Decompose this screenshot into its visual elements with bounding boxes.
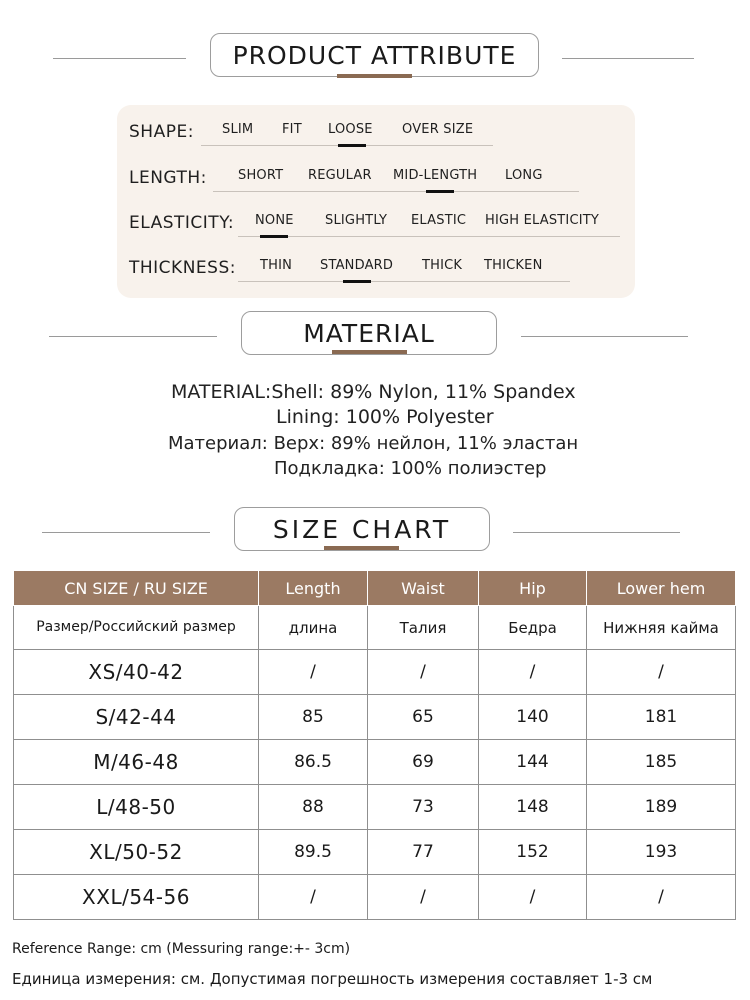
- section-title: MATERIAL: [241, 311, 497, 355]
- size-chart-table: [13, 570, 736, 920]
- hip-cell: 148: [479, 785, 587, 830]
- section-title: SIZE CHART: [234, 507, 490, 551]
- attr-row-thickness: [117, 253, 635, 293]
- attr-row-length: [117, 163, 635, 203]
- column-header: Waist: [368, 571, 479, 606]
- attr-option-selected: NONE: [255, 213, 294, 228]
- hem-cell: 185: [587, 740, 736, 785]
- column-header: Lower hem: [587, 571, 736, 606]
- reference-note-ru: Единица измерения: см. Допустимая погрешность измерения составляет 1-3 см: [12, 970, 653, 988]
- attribute-card: [117, 105, 635, 298]
- attr-option: FIT: [282, 122, 302, 137]
- title-underline: [324, 546, 399, 550]
- attr-option: THICKEN: [484, 258, 543, 273]
- column-header: CN SIZE / RU SIZE: [14, 571, 259, 606]
- length-cell: /: [259, 875, 368, 920]
- attr-option-selected: LOOSE: [328, 122, 373, 137]
- table-row: [14, 695, 736, 740]
- attr-option: OVER SIZE: [402, 122, 474, 137]
- selected-marker: [260, 235, 288, 238]
- ru-header-cell: длина: [259, 606, 368, 650]
- size-cell: XS/40-42: [14, 650, 259, 695]
- attr-option: ELASTIC: [411, 213, 467, 228]
- waist-cell: 77: [368, 830, 479, 875]
- attr-row-elasticity: [117, 208, 635, 248]
- attr-label: LENGTH:: [129, 168, 207, 188]
- size-cell: XL/50-52: [14, 830, 259, 875]
- divider-left: [49, 336, 217, 337]
- ru-header-cell: Бедра: [479, 606, 587, 650]
- section-title: PRODUCT ATTRIBUTE: [210, 33, 539, 77]
- attr-option-selected: MID-LENGTH: [393, 168, 478, 183]
- hip-cell: 144: [479, 740, 587, 785]
- length-cell: 88: [259, 785, 368, 830]
- size-cell: M/46-48: [14, 740, 259, 785]
- length-cell: 89.5: [259, 830, 368, 875]
- attr-option: LONG: [505, 168, 543, 183]
- divider-right: [562, 58, 694, 59]
- reference-note-en: Reference Range: cm (Messuring range:+- 3cm): [12, 941, 351, 957]
- length-cell: 85: [259, 695, 368, 740]
- hip-cell: 152: [479, 830, 587, 875]
- hem-cell: /: [587, 875, 736, 920]
- hip-cell: 140: [479, 695, 587, 740]
- attr-row-shape: [117, 117, 635, 157]
- selected-marker: [338, 144, 366, 147]
- attr-label: SHAPE:: [129, 122, 194, 142]
- table-ru-header-row: [14, 606, 736, 650]
- attr-option: HIGH ELASTICITY: [485, 213, 600, 228]
- material-line-ru-lining: Подкладка: 100% полиэстер: [274, 458, 547, 479]
- product-attribute-header: [0, 33, 750, 83]
- title-underline: [337, 74, 412, 78]
- material-line-en-lining: Lining: 100% Polyester: [276, 406, 494, 428]
- attr-rule: [238, 236, 620, 237]
- waist-cell: /: [368, 875, 479, 920]
- table-row: [14, 785, 736, 830]
- attr-option: SLIM: [222, 122, 254, 137]
- hem-cell: 193: [587, 830, 736, 875]
- attr-option: SLIGHTLY: [325, 213, 388, 228]
- column-header: Length: [259, 571, 368, 606]
- selected-marker: [426, 190, 454, 193]
- waist-cell: 65: [368, 695, 479, 740]
- attr-label: THICKNESS:: [129, 258, 236, 278]
- attr-option-selected: STANDARD: [320, 258, 394, 273]
- attr-option: THICK: [422, 258, 463, 273]
- attr-label: ELASTICITY:: [129, 213, 235, 233]
- column-header: Hip: [479, 571, 587, 606]
- hem-cell: 189: [587, 785, 736, 830]
- size-cell: S/42-44: [14, 695, 259, 740]
- selected-marker: [343, 280, 371, 283]
- attr-rule: [238, 281, 570, 282]
- size-chart-header: [0, 507, 750, 557]
- material-line-ru: Материал: Верх: 89% нейлон, 11% эластан: [168, 433, 579, 454]
- divider-left: [42, 532, 210, 533]
- waist-cell: /: [368, 650, 479, 695]
- ru-header-cell: Талия: [368, 606, 479, 650]
- divider-right: [513, 532, 680, 533]
- hip-cell: /: [479, 875, 587, 920]
- ru-header-cell: Нижняя кайма: [587, 606, 736, 650]
- material-header: [0, 311, 750, 361]
- table-header-row: [14, 571, 736, 606]
- length-cell: 86.5: [259, 740, 368, 785]
- waist-cell: 73: [368, 785, 479, 830]
- table-row: [14, 650, 736, 695]
- material-line-en: MATERIAL:Shell: 89% Nylon, 11% Spandex: [171, 381, 576, 403]
- divider-right: [521, 336, 688, 337]
- attr-rule: [213, 191, 579, 192]
- attr-option: THIN: [260, 258, 293, 273]
- ru-header-cell: Размер/Российский размер: [14, 606, 259, 650]
- hip-cell: /: [479, 650, 587, 695]
- table-row: [14, 740, 736, 785]
- divider-left: [53, 58, 186, 59]
- waist-cell: 69: [368, 740, 479, 785]
- table-row: [14, 830, 736, 875]
- attr-option: REGULAR: [308, 168, 372, 183]
- size-cell: L/48-50: [14, 785, 259, 830]
- table-row: [14, 875, 736, 920]
- title-underline: [332, 350, 407, 354]
- hem-cell: 181: [587, 695, 736, 740]
- length-cell: /: [259, 650, 368, 695]
- attr-option: SHORT: [238, 168, 284, 183]
- hem-cell: /: [587, 650, 736, 695]
- size-cell: XXL/54-56: [14, 875, 259, 920]
